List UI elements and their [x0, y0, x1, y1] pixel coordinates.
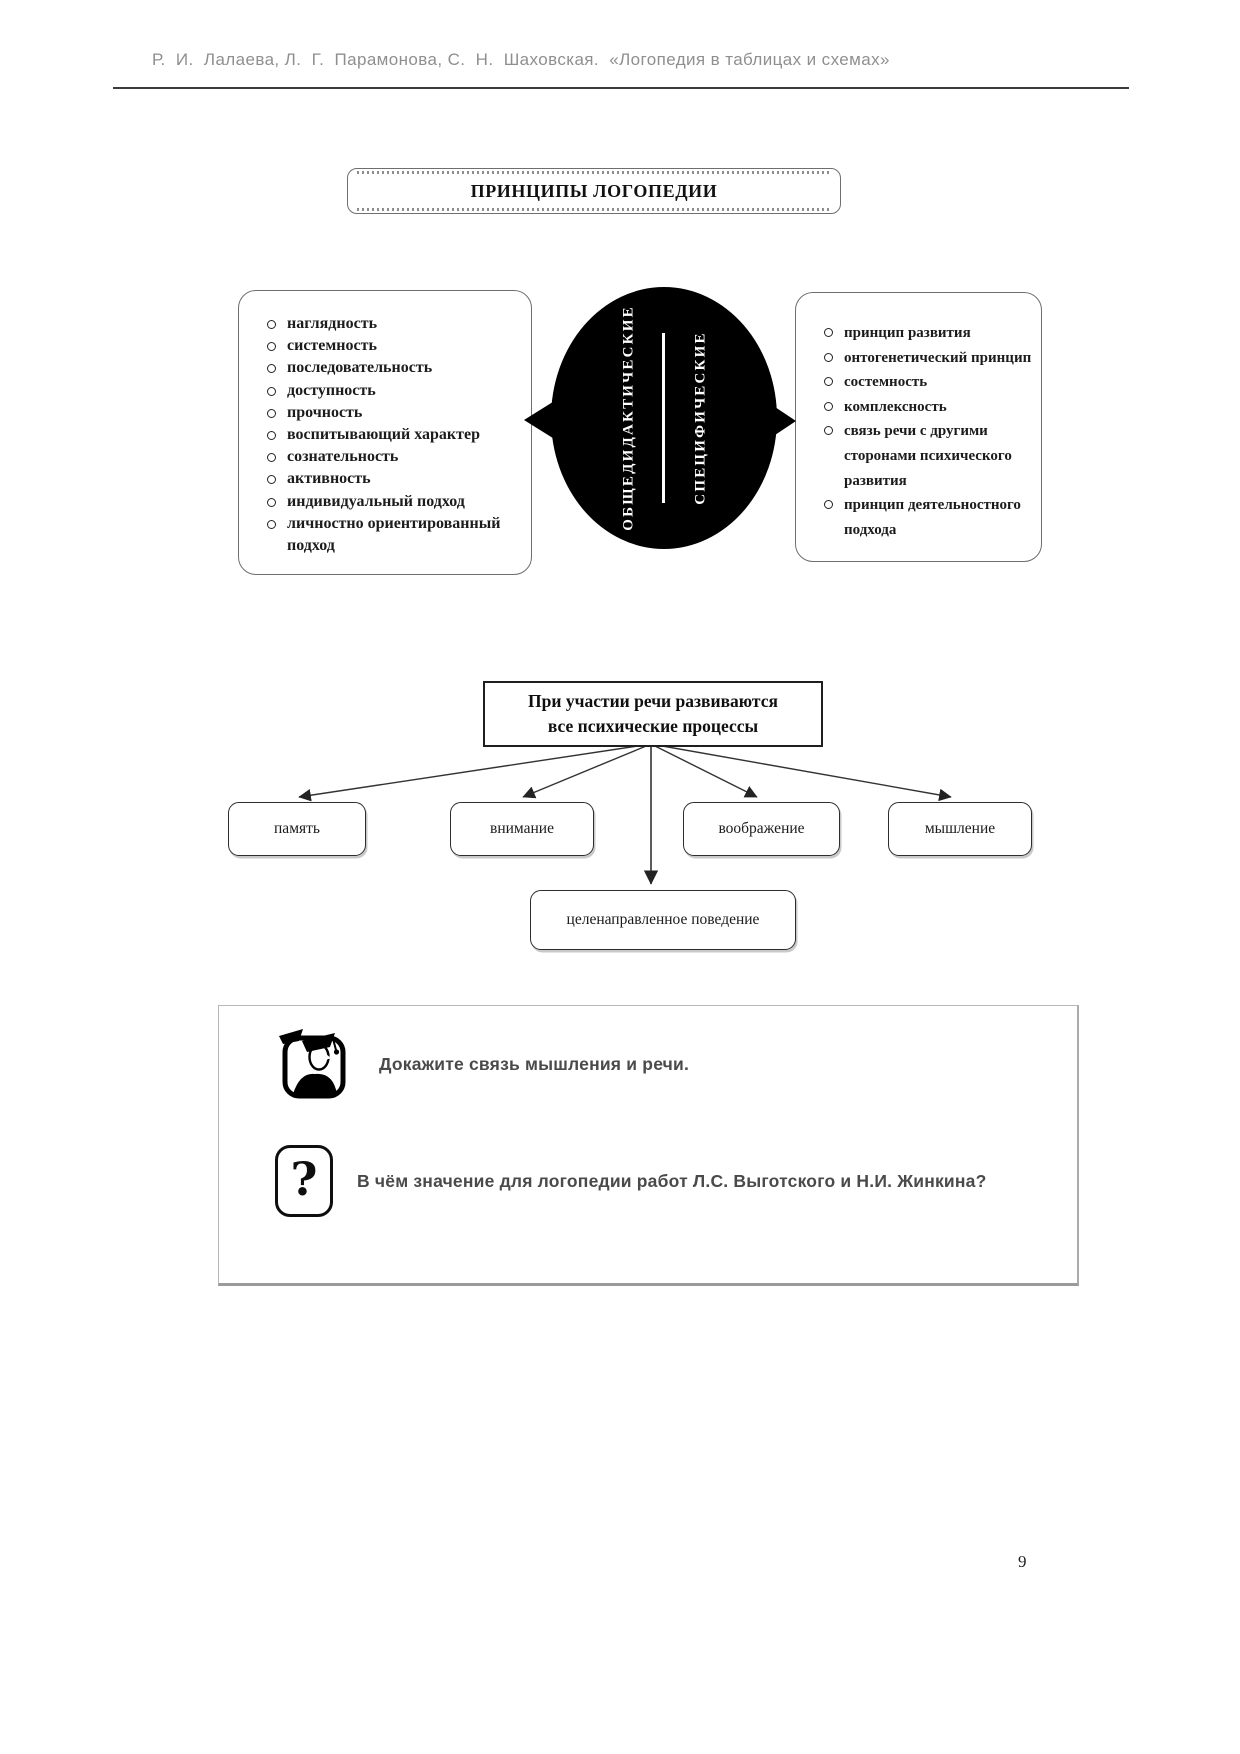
principle-item: принцип развития [818, 321, 1035, 346]
node-attention: внимание [450, 802, 594, 856]
principle-item: индивидуальный подход [261, 491, 521, 513]
principle-item: системность [261, 335, 521, 357]
principle-item: активность [261, 468, 521, 490]
principles-title-box [347, 168, 841, 214]
questions-box [218, 1005, 1079, 1286]
question-row [275, 1024, 689, 1104]
principles-title: ПРИНЦИПЫ ЛОГОПЕДИИ [470, 180, 718, 201]
principle-item: воспитывающий характер [261, 424, 521, 446]
principle-item: личностно ориентированный подход [261, 513, 521, 557]
general-principles-list [239, 291, 531, 557]
speech-title-line2: все психические процессы [547, 716, 759, 736]
page-number: 9 [1018, 1552, 1027, 1571]
principles-ellipse [551, 287, 777, 549]
vertical-divider [662, 333, 665, 503]
general-vertical-label: ОБЩЕДИДАКТИЧЕСКИЕ [620, 305, 637, 531]
principle-item: комплексность [818, 395, 1035, 420]
principle-item: принцип деятельностного подхода [818, 493, 1035, 542]
principle-item: состемность [818, 370, 1035, 395]
node-behavior: целенаправленное поведение [530, 890, 796, 950]
principle-item: связь речи с другими сторонами психического развития [818, 419, 1035, 493]
general-principles-box [238, 290, 532, 575]
specific-principles-box [795, 292, 1042, 562]
question-row [275, 1145, 987, 1217]
principle-item: последовательность [261, 357, 521, 379]
node-memory: память [228, 802, 366, 856]
page-header: Р. И. Лалаева, Л. Г. Парамонова, С. Н. Шаховская. «Логопедия в таблицах и схемах» [152, 50, 890, 69]
question-text: В чём значение для логопедии работ Л.С. Выготского и Н.И. Жинкина? [357, 1170, 987, 1191]
speech-title-line1: При участии речи развиваются [528, 691, 778, 711]
principle-item: наглядность [261, 313, 521, 335]
principle-item: сознательность [261, 446, 521, 468]
question-text: Докажите связь мышления и речи. [379, 1053, 690, 1074]
node-imagination: воображение [683, 802, 840, 856]
node-thinking: мышление [888, 802, 1032, 856]
specific-principles-list [796, 293, 1041, 542]
header-rule [113, 87, 1129, 89]
principle-item: прочность [261, 402, 521, 424]
speech-diagram-title-box [483, 681, 823, 747]
principle-item: онтогенетический принцип [818, 346, 1035, 371]
graduate-icon [275, 1024, 355, 1104]
question-mark-icon: ? [275, 1145, 333, 1217]
principle-item: доступность [261, 380, 521, 402]
specific-vertical-label: СПЕЦИФИЧЕСКИЕ [692, 331, 709, 505]
